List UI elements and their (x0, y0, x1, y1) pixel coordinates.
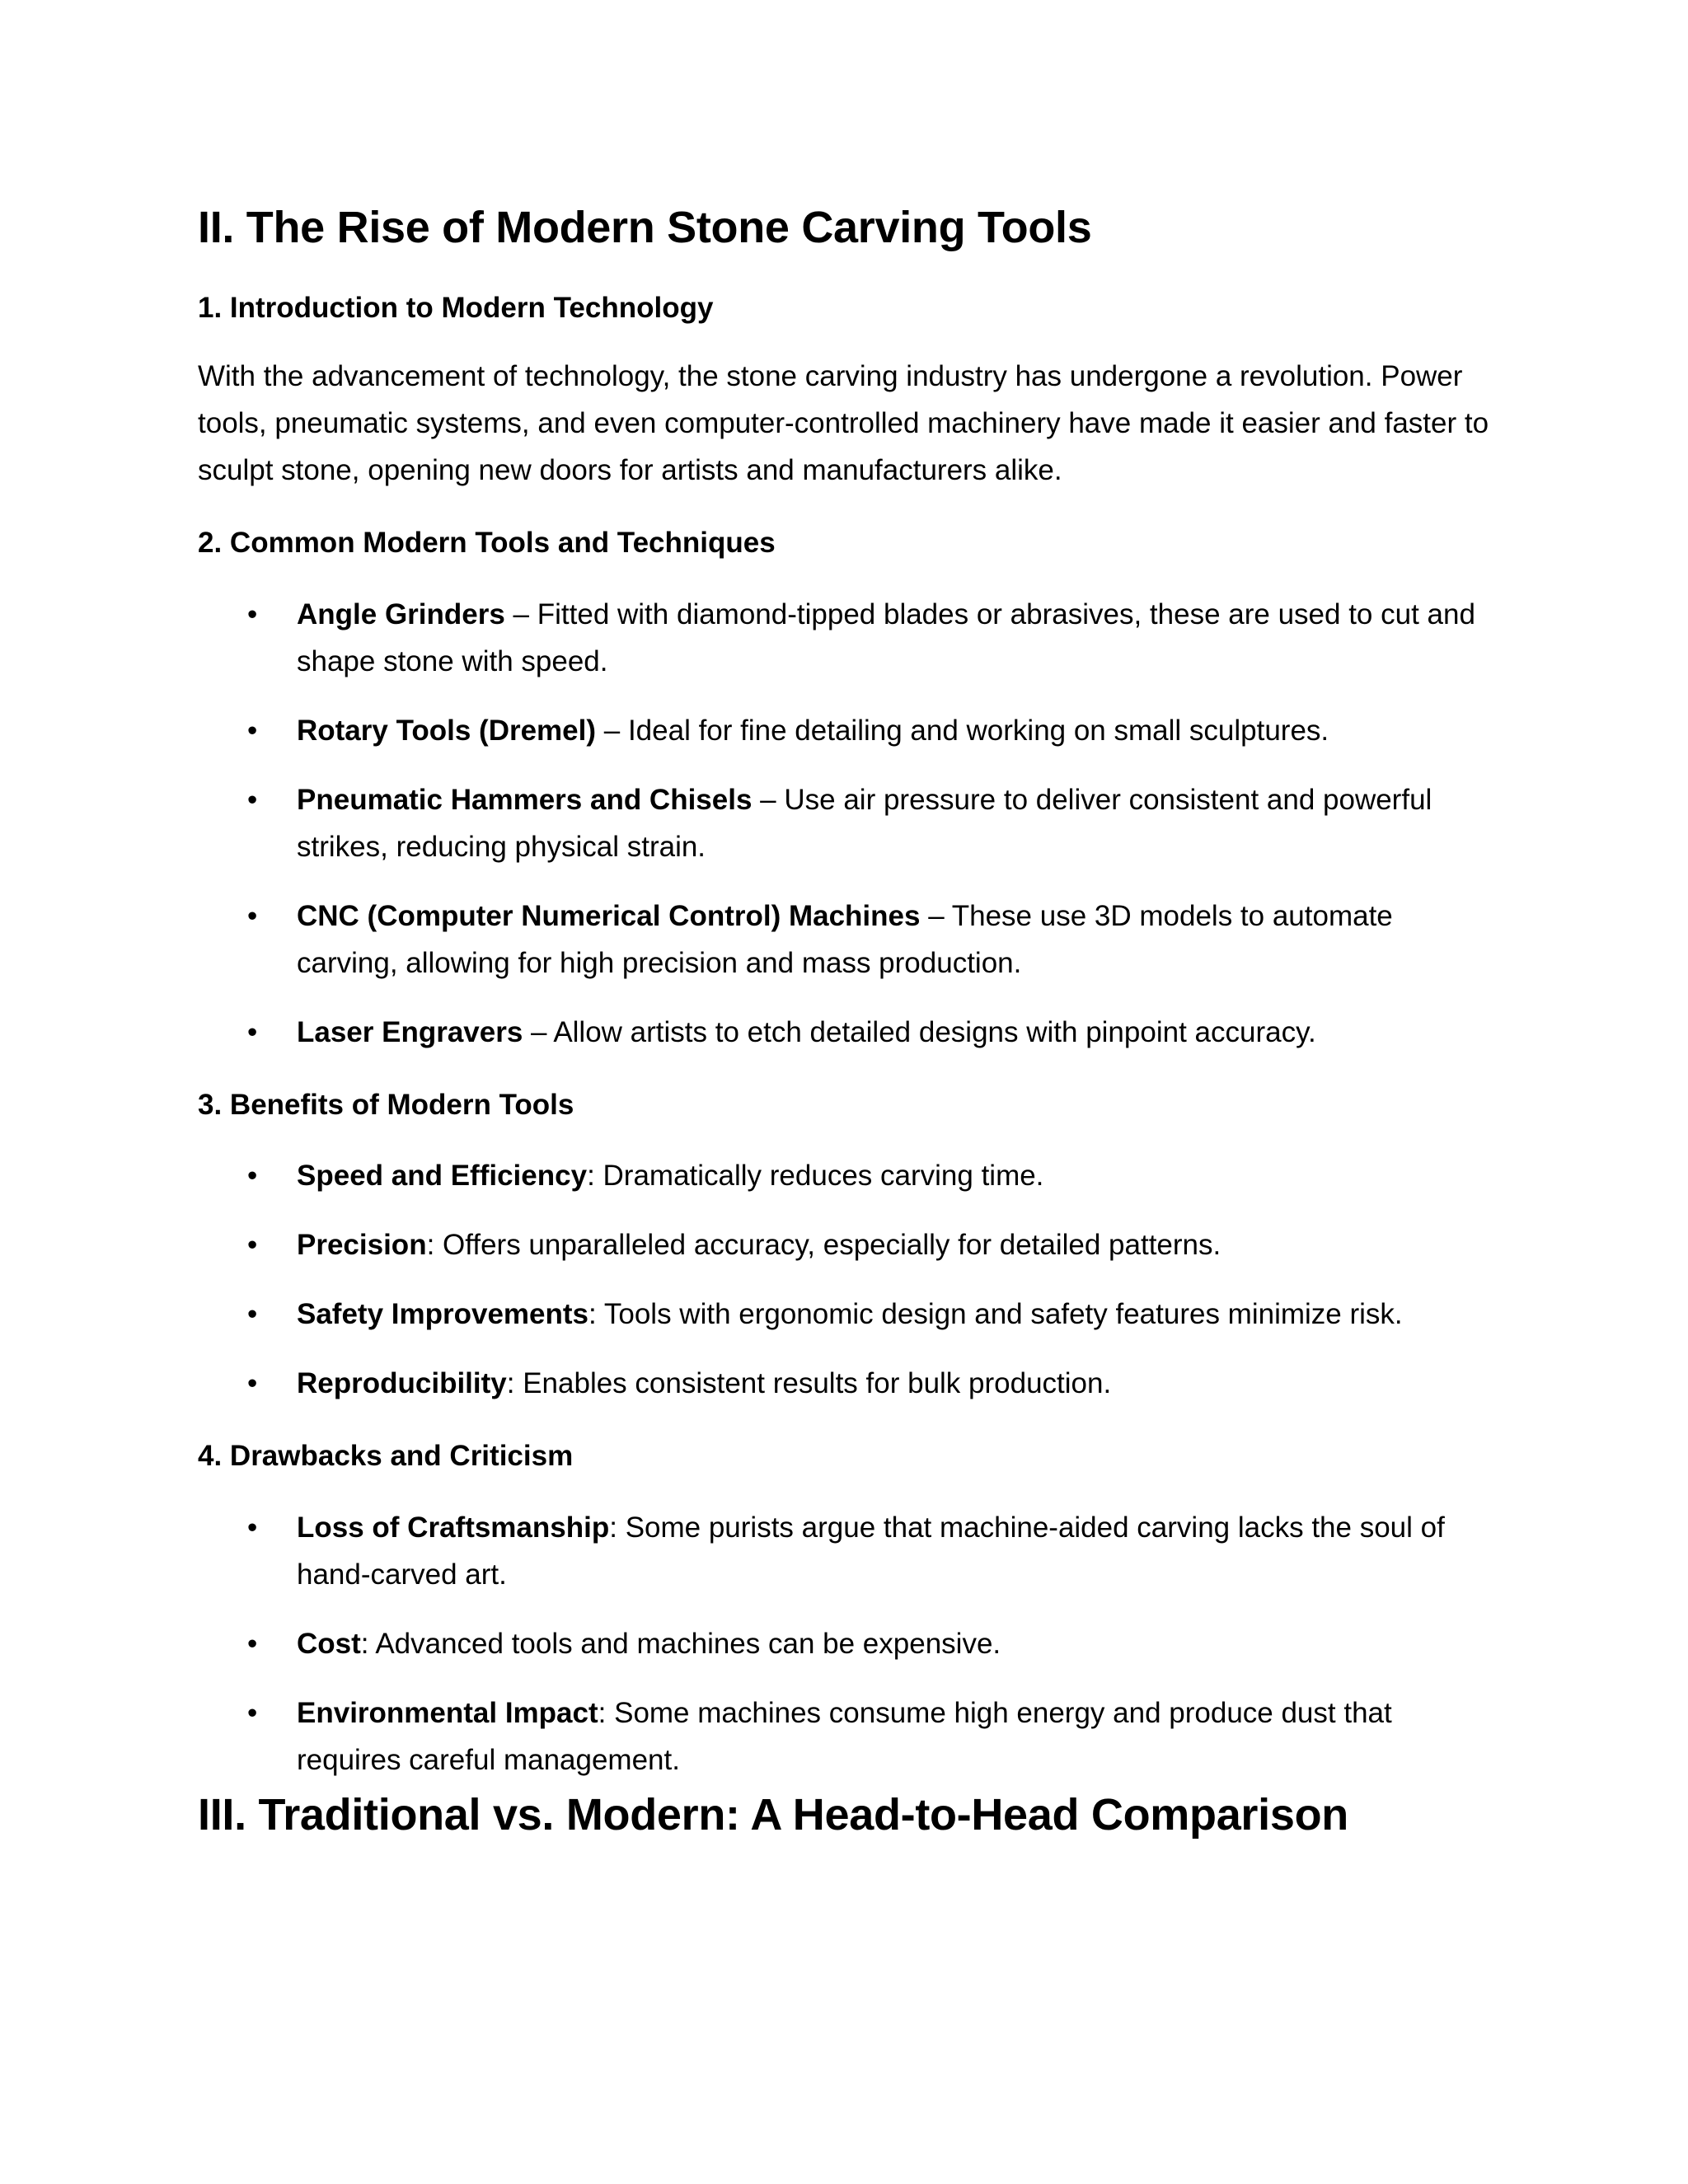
section-heading-drawbacks: 4. Drawbacks and Criticism (198, 1440, 574, 1473)
list-item (198, 1152, 1492, 1199)
item-separator: : (609, 1511, 626, 1544)
item-description: Fitted with diamond-tipped blades or abrasives, these are used to cut and shape stone with speed. (297, 598, 1475, 677)
list-item (198, 776, 1492, 870)
bullet-icon: • (247, 1697, 258, 1729)
item-term: Cost (297, 1628, 361, 1660)
item-separator: : (506, 1367, 523, 1400)
item-separator: : (426, 1229, 443, 1262)
bullet-icon: • (247, 1628, 258, 1660)
tools-list (198, 591, 1492, 1056)
list-item (198, 893, 1492, 987)
list-item (198, 707, 1492, 754)
bullet-icon: • (247, 1511, 258, 1544)
list-item (198, 1620, 1492, 1667)
item-description: Ideal for fine detailing and working on small sculptures. (627, 714, 1329, 747)
item-separator: – (596, 714, 628, 747)
item-description: Dramatically reduces carving time. (603, 1160, 1044, 1193)
item-term: Laser Engravers (297, 1015, 523, 1048)
item-term: Reproducibility (297, 1367, 507, 1400)
item-description: Enables consistent results for bulk production. (523, 1367, 1112, 1400)
bullet-icon: • (247, 783, 258, 816)
item-term: Rotary Tools (Dremel) (297, 714, 597, 747)
item-term: Pneumatic Hammers and Chisels (297, 783, 753, 816)
item-separator: : (588, 1298, 604, 1331)
list-item (198, 1221, 1492, 1268)
list-item (198, 1291, 1492, 1338)
item-description: Advanced tools and machines can be expensive. (375, 1628, 1001, 1660)
item-term: Angle Grinders (297, 598, 505, 630)
bullet-icon: • (247, 1160, 258, 1193)
bullet-icon: • (247, 899, 258, 932)
page-title: II. The Rise of Modern Stone Carving Tools (198, 203, 1092, 252)
list-item (198, 1009, 1492, 1056)
benefits-list (198, 1152, 1492, 1407)
item-description: Some machines consume high energy and produce dust that requires careful management. (297, 1697, 1392, 1776)
drawbacks-list (198, 1504, 1492, 1783)
bullet-icon: • (247, 1015, 258, 1048)
item-description: Some purists argue that machine-aided carving lacks the soul of hand-carved art. (297, 1511, 1445, 1591)
item-separator: : (598, 1697, 615, 1729)
item-term: Environmental Impact (297, 1697, 598, 1729)
item-separator: : (360, 1628, 376, 1660)
item-description: These use 3D models to automate carving, allowing for high precision and mass production. (297, 899, 1393, 979)
bullet-icon: • (247, 598, 258, 630)
item-description: Use air pressure to deliver consistent and powerful strikes, reducing physical strain. (297, 783, 1432, 863)
intro-paragraph: With the advancement of technology, the stone carving industry has undergone a revolution. Power tools, pneumatic systems, and even computer-controlled machinery have made it easier and faster to sculpt stone, opening new doors for artists and manufacturers alike. (198, 359, 1489, 486)
item-term: CNC (Computer Numerical Control) Machines (297, 899, 921, 932)
item-description: Tools with ergonomic design and safety features minimize risk. (603, 1298, 1403, 1331)
list-item (198, 591, 1492, 685)
section-heading-tools: 2. Common Modern Tools and Techniques (198, 526, 776, 559)
item-separator: – (920, 899, 952, 932)
list-item (198, 1690, 1492, 1783)
list-item (198, 1360, 1492, 1407)
item-separator: – (752, 783, 785, 816)
item-separator: – (523, 1015, 554, 1048)
item-description: Offers unparalleled accuracy, especially for detailed patterns. (443, 1229, 1221, 1262)
bullet-icon: • (247, 1298, 258, 1331)
document-body (198, 290, 1492, 1783)
item-term: Precision (297, 1229, 427, 1262)
bullet-icon: • (247, 714, 258, 747)
item-separator: – (504, 598, 537, 630)
item-separator: : (587, 1160, 603, 1193)
bullet-icon: • (247, 1367, 258, 1400)
section-heading-benefits: 3. Benefits of Modern Tools (198, 1088, 574, 1121)
item-term: Loss of Craftsmanship (297, 1511, 610, 1544)
item-term: Safety Improvements (297, 1298, 589, 1331)
next-section-title: III. Traditional vs. Modern: A Head-to-Head Comparison (198, 1790, 1348, 1840)
list-item (198, 1504, 1492, 1598)
section-heading-intro: 1. Introduction to Modern Technology (198, 292, 714, 324)
bullet-icon: • (247, 1229, 258, 1262)
item-description: Allow artists to etch detailed designs with pinpoint accuracy. (553, 1015, 1316, 1048)
item-term: Speed and Efficiency (297, 1160, 588, 1193)
